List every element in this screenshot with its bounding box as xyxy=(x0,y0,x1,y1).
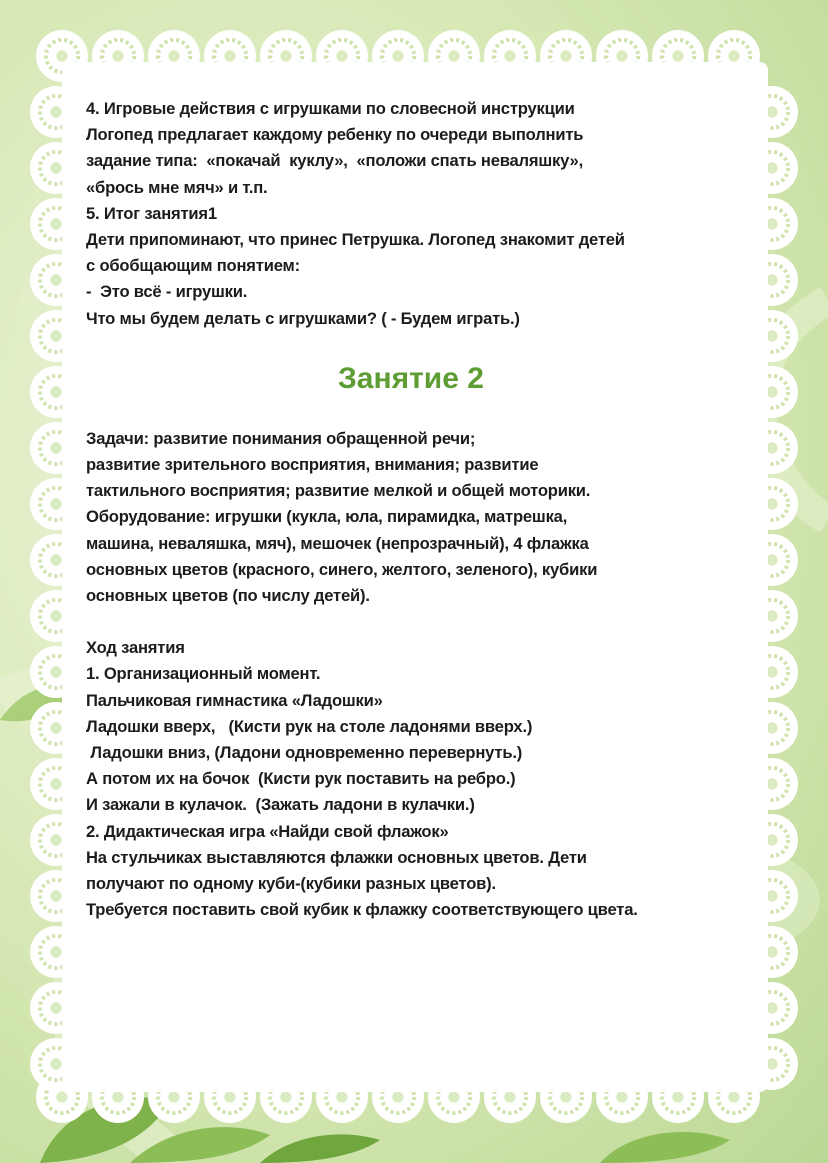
text-line: Логопед предлагает каждому ребенку по очереди выполнить xyxy=(86,125,584,145)
text-line: Что мы будем делать с игрушками? ( - Будем играть.) xyxy=(86,308,520,328)
text-line: Требуется поставить свой кубик к флажку соответствующего цвета. xyxy=(86,900,638,920)
lace-scallop-center xyxy=(728,1091,739,1102)
text-line: Ход занятия xyxy=(86,638,185,658)
lace-scallop-center xyxy=(392,1091,403,1102)
lace-scallop-center xyxy=(56,1091,67,1102)
lace-scallop-center xyxy=(112,50,123,61)
text-line: А потом их на бочок (Кисти рук поставить на ребро.) xyxy=(86,769,516,789)
section-lesson-plan xyxy=(86,635,756,923)
text-line: получают по одному куби-(кубики разных цветов). xyxy=(86,874,496,894)
section-heading: Занятие 2 xyxy=(338,361,484,395)
lace-scallop-center xyxy=(672,1091,683,1102)
lace-scallop-center xyxy=(50,666,61,677)
lace-scallop-center xyxy=(50,834,61,845)
lace-scallop-center xyxy=(50,498,61,509)
text-line: И зажали в кулачок. (Зажать ладони в кулачки.) xyxy=(86,795,475,815)
lace-scallop-center xyxy=(50,610,61,621)
lace-scallop-center xyxy=(56,50,67,61)
lace-scallop-center xyxy=(50,554,61,565)
document-body xyxy=(86,96,756,923)
lace-scallop-center xyxy=(336,50,347,61)
section-tasks-equipment xyxy=(86,426,756,609)
text-line: с обобщающим понятием: xyxy=(86,256,300,276)
text-line: Оборудование: игрушки (кукла, юла, пирамидка, матрешка, xyxy=(86,507,568,527)
text-line: тактильного восприятия; развитие мелкой и общей моторики. xyxy=(86,481,591,501)
text-line: 5. Итог занятия1 xyxy=(86,203,217,223)
lace-scallop-center xyxy=(448,50,459,61)
lace-scallop-center xyxy=(50,722,61,733)
lace-scallop-center xyxy=(616,1091,627,1102)
text-line: основных цветов (красного, синего, желтого, зеленого), кубики xyxy=(86,559,598,579)
text-line: задание типа: «покачай куклу», «положи спать неваляшку», xyxy=(86,151,583,171)
lace-scallop-center xyxy=(672,50,683,61)
lace-scallop-center xyxy=(616,50,627,61)
lace-scallop-center xyxy=(50,162,61,173)
text-line: Ладошки вниз, (Ладони одновременно перевернуть.) xyxy=(86,743,523,763)
lace-scallop-center xyxy=(168,50,179,61)
text-line: 4. Игровые действия с игрушками по словесной инструкции xyxy=(86,99,575,118)
lace-scallop-center xyxy=(50,1002,61,1013)
text-line: Ладошки вверх, (Кисти рук на столе ладонями вверх.) xyxy=(86,716,533,736)
lace-scallop-center xyxy=(280,50,291,61)
text-line: «брось мне мяч» и т.п. xyxy=(86,177,268,197)
text-line: 2. Дидактическая игра «Найди свой флажок» xyxy=(86,821,449,841)
lace-scallop-center xyxy=(50,274,61,285)
lace-scallop-center xyxy=(112,1091,123,1102)
lace-scallop-center xyxy=(224,50,235,61)
section-lesson-1-ending xyxy=(86,96,756,332)
lace-scallop-center xyxy=(50,946,61,957)
lace-scallop-center xyxy=(728,50,739,61)
paragraph-gap xyxy=(86,609,756,635)
text-line: развитие зрительного восприятия, внимания; развитие xyxy=(86,455,539,475)
lace-scallop-center xyxy=(560,1091,571,1102)
lace-scallop-center xyxy=(448,1091,459,1102)
lace-scallop-center xyxy=(50,386,61,397)
lace-scallop-center xyxy=(224,1091,235,1102)
text-line: Пальчиковая гимнастика «Ладошки» xyxy=(86,690,383,710)
text-line: машина, неваляшка, мяч), мешочек (непрозрачный), 4 флажка xyxy=(86,533,589,553)
lace-scallop-center xyxy=(50,442,61,453)
lace-scallop-center xyxy=(392,50,403,61)
lace-scallop-center xyxy=(50,1058,61,1069)
lace-scallop-center xyxy=(50,890,61,901)
lace-scallop-center xyxy=(50,218,61,229)
lace-scallop-center xyxy=(504,1091,515,1102)
text-line: основных цветов (по числу детей). xyxy=(86,586,370,606)
text-line: - Это всё - игрушки. xyxy=(86,282,248,302)
lace-scallop-center xyxy=(280,1091,291,1102)
lace-scallop-center xyxy=(560,50,571,61)
text-line: 1. Организационный момент. xyxy=(86,664,321,684)
text-line: Задачи: развитие понимания обращенной речи; xyxy=(86,428,476,448)
text-line: Дети припоминают, что принес Петрушка. Логопед знакомит детей xyxy=(86,230,625,250)
lace-scallop-center xyxy=(50,106,61,117)
lace-scallop-center xyxy=(50,778,61,789)
lace-scallop-center xyxy=(336,1091,347,1102)
lace-scallop-center xyxy=(504,50,515,61)
lace-scallop-center xyxy=(168,1091,179,1102)
text-line: На стульчиках выставляются флажки основных цветов. Дети xyxy=(86,847,587,867)
lace-scallop-center xyxy=(50,330,61,341)
